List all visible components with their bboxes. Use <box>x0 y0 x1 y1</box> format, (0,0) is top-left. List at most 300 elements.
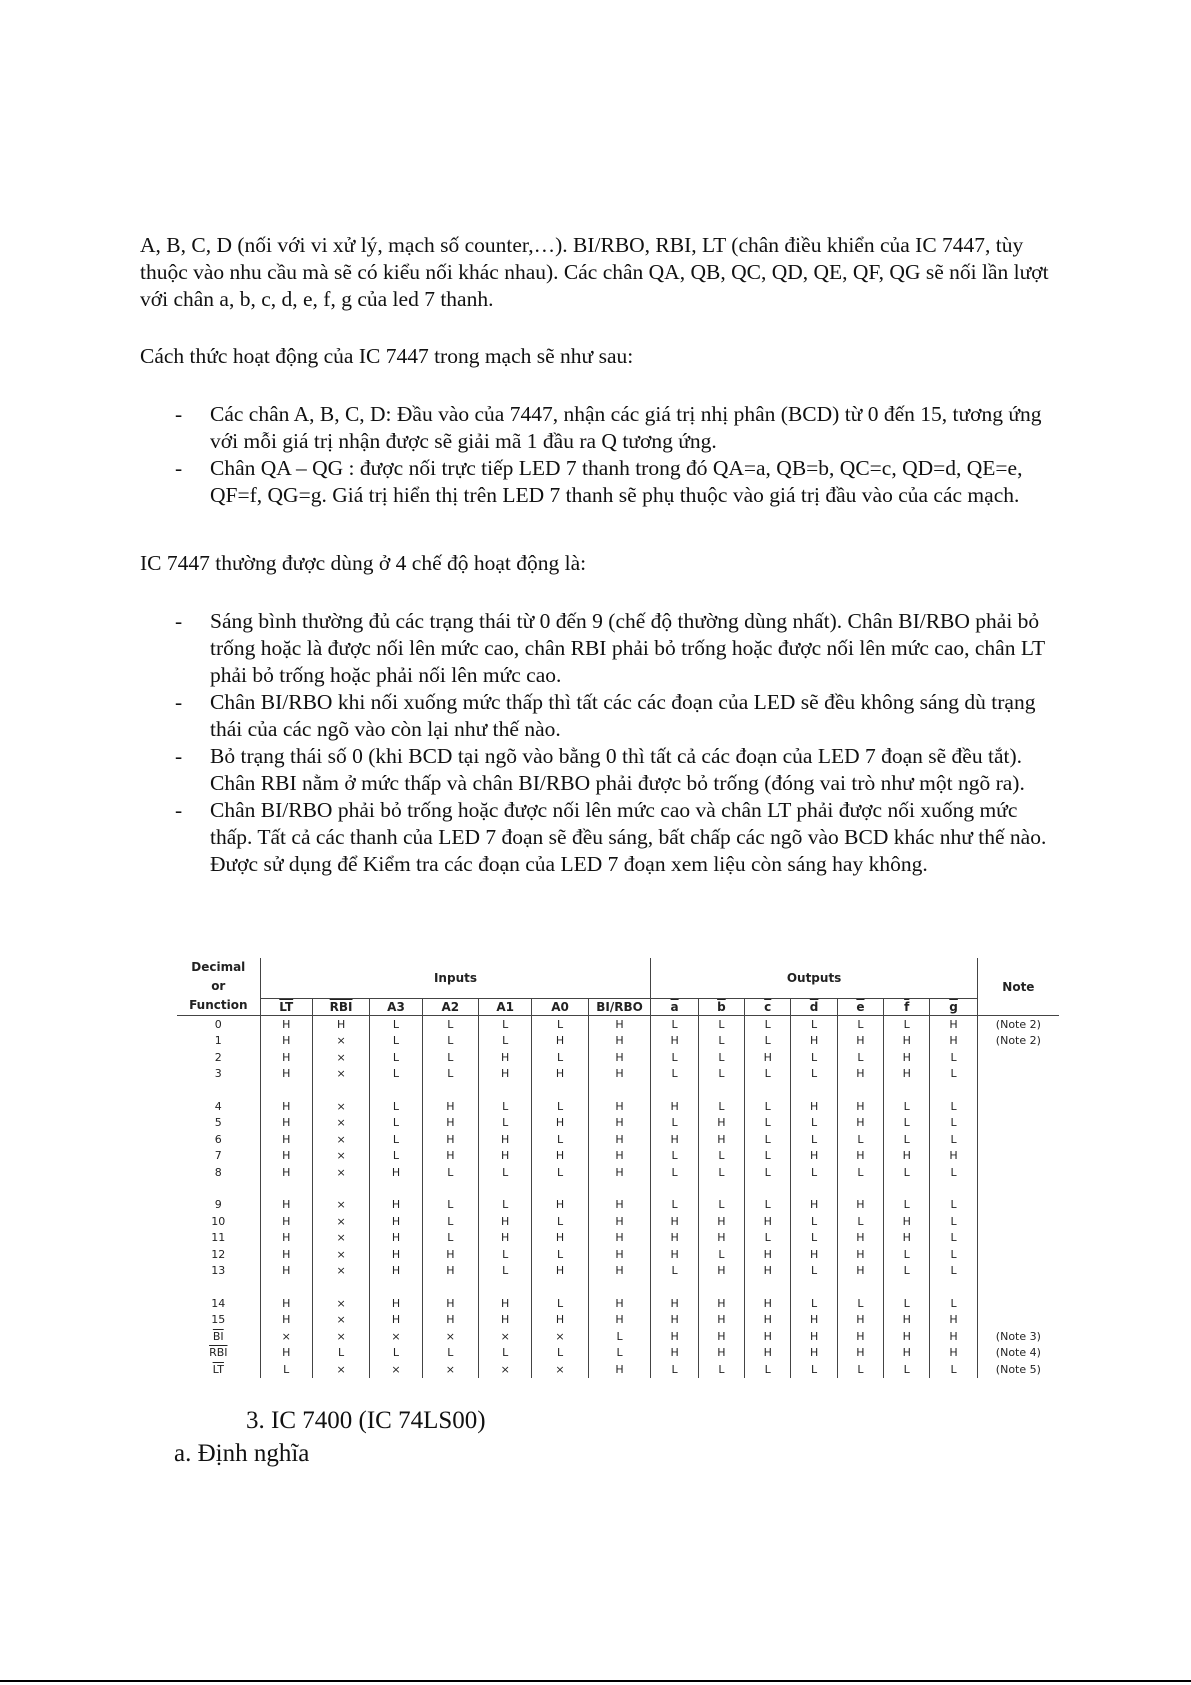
table-row <box>177 1131 1059 1148</box>
output-cell: H <box>930 1033 977 1050</box>
output-cell: L <box>837 1131 883 1148</box>
output-cell: L <box>745 1164 791 1181</box>
input-cell: H <box>532 1230 588 1247</box>
page-bottom-rule <box>0 1680 1191 1682</box>
output-cell: L <box>745 1361 791 1378</box>
output-cell: H <box>698 1263 744 1280</box>
input-cell: H <box>260 1230 312 1247</box>
note-cell <box>977 1197 1059 1214</box>
output-cell: L <box>884 1098 930 1115</box>
table-row <box>177 1197 1059 1214</box>
input-cell: L <box>588 1328 651 1345</box>
output-cell: H <box>651 1131 698 1148</box>
input-cell: H <box>370 1312 422 1329</box>
note-cell: (Note 2) <box>995 1017 1041 1031</box>
input-cell: H <box>588 1148 651 1165</box>
input-cell: L <box>422 1345 478 1362</box>
output-cell: H <box>698 1312 744 1329</box>
modes-heading: IC 7447 thường được dùng ở 4 chế độ hoạt động là: <box>140 551 587 575</box>
output-cell: H <box>791 1098 837 1115</box>
output-cell: L <box>930 1115 977 1132</box>
input-cell: × <box>312 1049 369 1066</box>
input-cell: × <box>312 1230 369 1247</box>
output-cell: L <box>884 1016 930 1033</box>
input-cell: L <box>479 1246 532 1263</box>
output-cell: L <box>651 1148 698 1165</box>
table-row <box>177 1098 1059 1115</box>
input-cell: × <box>370 1361 422 1378</box>
input-cell: H <box>479 1049 532 1066</box>
input-cell: × <box>312 1115 369 1132</box>
input-cell: L <box>532 1246 588 1263</box>
output-cell: L <box>791 1164 837 1181</box>
modes-list <box>175 608 1060 878</box>
input-cell: L <box>370 1345 422 1362</box>
input-cell: H <box>588 1263 651 1280</box>
output-cell: L <box>791 1066 837 1083</box>
intro-paragraph: A, B, C, D (nối với vi xử lý, mạch số counter,…). BI/RBO, RBI, LT (chân điều khiển của IC 7447, tùy thuộc vào nhu cầu mà sẽ có kiểu nối khác nhau). Các chân QA, QB, QC, QD, QE, QF, QG sẽ nối lần lượt với chân a, b, c, d, e, f, g của led 7 thanh. <box>140 233 1049 311</box>
output-cell: L <box>884 1131 930 1148</box>
input-cell: L <box>532 1164 588 1181</box>
input-cell: H <box>588 1197 651 1214</box>
truth-table-body <box>177 1016 1059 1378</box>
output-cell: L <box>791 1230 837 1247</box>
output-cell: H <box>884 1312 930 1329</box>
input-cell: H <box>588 1213 651 1230</box>
input-cell: × <box>312 1131 369 1148</box>
row-label: $\overline{BI}$ <box>177 1328 260 1345</box>
input-cell: H <box>422 1263 478 1280</box>
output-cell: H <box>791 1197 837 1214</box>
output-cell: H <box>837 1328 883 1345</box>
output-cell: H <box>698 1345 744 1362</box>
output-cell: H <box>884 1230 930 1247</box>
input-cell: L <box>422 1164 478 1181</box>
bullet-dash: - <box>175 609 183 633</box>
output-col-header: $\overline{d}$ <box>791 998 837 1016</box>
input-cell: H <box>370 1295 422 1312</box>
truth-table <box>177 958 1059 1378</box>
input-cell: L <box>422 1066 478 1083</box>
output-cell: H <box>745 1328 791 1345</box>
output-cell: L <box>745 1131 791 1148</box>
note-cell <box>977 1131 1059 1148</box>
output-cell: H <box>651 1098 698 1115</box>
output-cell: L <box>930 1164 977 1181</box>
note-cell: (Note 4) <box>995 1346 1041 1360</box>
decimal-header: Decimal or Function <box>177 958 260 1016</box>
table-row <box>177 1312 1059 1329</box>
input-cell: H <box>260 1148 312 1165</box>
list-item <box>175 743 1060 797</box>
table-row <box>177 1049 1059 1066</box>
note-cell <box>977 1295 1059 1312</box>
input-cell: H <box>479 1230 532 1247</box>
note-cell <box>977 1213 1059 1230</box>
output-cell: H <box>837 1230 883 1247</box>
output-cell: L <box>791 1131 837 1148</box>
output-cell: H <box>745 1345 791 1362</box>
note-cell: (Note 2) <box>995 1034 1041 1048</box>
output-cell: L <box>745 1098 791 1115</box>
input-cell: L <box>479 1115 532 1132</box>
output-cell: L <box>930 1246 977 1263</box>
output-cell: H <box>930 1312 977 1329</box>
input-cell: × <box>260 1328 312 1345</box>
output-col-header: $\overline{e}$ <box>837 998 883 1016</box>
output-cell: L <box>791 1016 837 1033</box>
input-col-header: A0 <box>532 998 588 1016</box>
output-cell: L <box>791 1295 837 1312</box>
table-row <box>177 1230 1059 1247</box>
input-cell: × <box>532 1328 588 1345</box>
output-cell: H <box>745 1049 791 1066</box>
input-cell: H <box>370 1230 422 1247</box>
output-cell: L <box>791 1115 837 1132</box>
input-cell: L <box>260 1361 312 1378</box>
output-cell: H <box>930 1345 977 1362</box>
input-col-header: A3 <box>370 998 422 1016</box>
input-cell: L <box>370 1016 422 1033</box>
input-cell: L <box>532 1098 588 1115</box>
input-cell: × <box>312 1263 369 1280</box>
output-cell: L <box>930 1049 977 1066</box>
list-item <box>175 455 1060 509</box>
row-label: 3 <box>177 1066 260 1083</box>
output-cell: L <box>837 1213 883 1230</box>
table-row <box>177 1361 1059 1378</box>
group-spacer <box>177 1279 1059 1295</box>
output-cell: L <box>930 1361 977 1378</box>
output-cell: H <box>837 1197 883 1214</box>
input-cell: L <box>422 1230 478 1247</box>
input-cell: L <box>370 1049 422 1066</box>
input-cell: L <box>422 1016 478 1033</box>
table-row <box>177 1148 1059 1165</box>
output-cell: L <box>698 1148 744 1165</box>
input-cell: × <box>312 1328 369 1345</box>
output-cell: L <box>698 1164 744 1181</box>
input-cell: H <box>588 1312 651 1329</box>
output-cell: L <box>884 1115 930 1132</box>
input-cell: H <box>422 1115 478 1132</box>
output-cell: L <box>698 1016 744 1033</box>
input-col-header: $\overline{LT}$ <box>260 998 312 1016</box>
output-cell: L <box>698 1246 744 1263</box>
row-label: $\overline{LT}$ <box>177 1361 260 1378</box>
output-cell: L <box>745 1197 791 1214</box>
row-label: 0 <box>177 1016 260 1033</box>
row-label: 12 <box>177 1246 260 1263</box>
output-cell: H <box>884 1066 930 1083</box>
output-cell: L <box>745 1230 791 1247</box>
row-label: 13 <box>177 1263 260 1280</box>
output-cell: L <box>791 1213 837 1230</box>
input-cell: H <box>479 1213 532 1230</box>
list-item <box>175 797 1060 878</box>
note-cell <box>977 1115 1059 1132</box>
inputs-header: Inputs <box>260 958 651 998</box>
input-cell: H <box>479 1148 532 1165</box>
output-cell: L <box>930 1131 977 1148</box>
input-cell: L <box>479 1016 532 1033</box>
output-cell: L <box>884 1246 930 1263</box>
input-cell: H <box>422 1246 478 1263</box>
note-cell <box>977 1263 1059 1280</box>
input-cell: × <box>479 1328 532 1345</box>
row-label: 4 <box>177 1098 260 1115</box>
output-cell: H <box>884 1328 930 1345</box>
input-cell: H <box>479 1131 532 1148</box>
table-row <box>177 1246 1059 1263</box>
output-cell: H <box>930 1016 977 1033</box>
input-cell: L <box>532 1016 588 1033</box>
input-cell: L <box>422 1033 478 1050</box>
input-cell: H <box>532 1115 588 1132</box>
input-cell: L <box>479 1033 532 1050</box>
bullet-dash: - <box>175 456 183 480</box>
row-label: 15 <box>177 1312 260 1329</box>
input-cell: H <box>260 1016 312 1033</box>
output-cell: H <box>791 1033 837 1050</box>
input-cell: H <box>260 1246 312 1263</box>
output-cell: L <box>745 1148 791 1165</box>
output-cell: H <box>884 1049 930 1066</box>
output-cell: L <box>651 1115 698 1132</box>
operation-heading: Cách thức hoạt động của IC 7447 trong mạch sẽ như sau: <box>140 344 634 368</box>
output-cell: L <box>930 1230 977 1247</box>
table-row <box>177 1328 1059 1345</box>
output-cell: H <box>651 1213 698 1230</box>
row-label: 2 <box>177 1049 260 1066</box>
input-cell: L <box>370 1148 422 1165</box>
row-label: 8 <box>177 1164 260 1181</box>
input-cell: × <box>312 1033 369 1050</box>
group-spacer <box>177 1181 1059 1197</box>
note-cell <box>977 1066 1059 1083</box>
output-cell: L <box>837 1049 883 1066</box>
group-spacer <box>177 1082 1059 1098</box>
input-cell: H <box>260 1345 312 1362</box>
input-cell: × <box>312 1148 369 1165</box>
output-cell: H <box>651 1345 698 1362</box>
output-cell: H <box>698 1230 744 1247</box>
output-cell: H <box>837 1033 883 1050</box>
row-label: 6 <box>177 1131 260 1148</box>
input-cell: H <box>370 1197 422 1214</box>
row-label: 11 <box>177 1230 260 1247</box>
output-cell: H <box>837 1115 883 1132</box>
output-cell: L <box>651 1066 698 1083</box>
input-cell: × <box>312 1295 369 1312</box>
input-col-header: A2 <box>422 998 478 1016</box>
table-row <box>177 1066 1059 1083</box>
input-cell: × <box>312 1098 369 1115</box>
output-cell: L <box>930 1263 977 1280</box>
section-heading: 3. IC 7400 (IC 74LS00) <box>246 1407 486 1434</box>
list-item-text: Chân BI/RBO phải bỏ trống hoặc được nối lên mức cao và chân LT phải được nối xuống mức thấp. Tất cả các thanh của LED 7 đoạn sẽ đều sáng, bất chấp các ngõ vào BCD khác như thế nào. Được sử dụng để Kiểm tra các đoạn của LED 7 đoạn xem liệu còn sáng hay không. <box>210 798 1047 876</box>
output-cell: L <box>930 1213 977 1230</box>
output-cell: L <box>837 1295 883 1312</box>
output-cell: L <box>884 1164 930 1181</box>
output-cell: H <box>884 1213 930 1230</box>
output-cell: L <box>745 1115 791 1132</box>
input-cell: H <box>260 1197 312 1214</box>
input-cell: × <box>312 1246 369 1263</box>
input-cell: L <box>532 1295 588 1312</box>
table-row <box>177 1115 1059 1132</box>
output-cell: L <box>930 1066 977 1083</box>
input-cell: H <box>588 1131 651 1148</box>
input-cell: H <box>588 1016 651 1033</box>
output-cell: L <box>745 1033 791 1050</box>
output-cell: L <box>651 1049 698 1066</box>
operation-list <box>175 401 1060 509</box>
input-cell: L <box>422 1213 478 1230</box>
input-cell: H <box>260 1049 312 1066</box>
input-cell: H <box>588 1066 651 1083</box>
table-row <box>177 1016 1059 1033</box>
output-cell: L <box>698 1197 744 1214</box>
note-cell <box>977 1098 1059 1115</box>
input-cell: H <box>260 1033 312 1050</box>
output-cell: L <box>745 1016 791 1033</box>
output-cell: L <box>837 1361 883 1378</box>
list-item-text: Chân QA – QG : được nối trực tiếp LED 7 thanh trong đó QA=a, QB=b, QC=c, QD=d, QE=e, QF=f, QG=g. Giá trị hiển thị trên LED 7 thanh sẽ phụ thuộc vào giá trị đầu vào của các mạch. <box>210 456 1023 507</box>
note-cell <box>977 1164 1059 1181</box>
output-col-header: $\overline{f}$ <box>884 998 930 1016</box>
output-cell: H <box>698 1115 744 1132</box>
output-cell: H <box>651 1328 698 1345</box>
input-cell: H <box>422 1295 478 1312</box>
input-cell: H <box>479 1066 532 1083</box>
output-col-header: $\overline{a}$ <box>651 998 698 1016</box>
input-cell: L <box>588 1345 651 1362</box>
input-cell: × <box>312 1213 369 1230</box>
output-cell: L <box>651 1263 698 1280</box>
bullet-dash: - <box>175 744 183 768</box>
output-cell: H <box>837 1312 883 1329</box>
input-cell: L <box>532 1049 588 1066</box>
list-item-text: Bỏ trạng thái số 0 (khi BCD tại ngõ vào bằng 0 thì tất cả các đoạn của LED 7 đoạn sẽ đều tắt). Chân RBI nằm ở mức thấp và chân BI/RBO phải được bỏ trống (đóng vai trò như một ngõ ra). <box>210 744 1025 795</box>
input-cell: L <box>532 1131 588 1148</box>
row-label: $\overline{RBI}$ <box>177 1345 260 1362</box>
output-cell: H <box>651 1246 698 1263</box>
note-cell <box>977 1246 1059 1263</box>
input-cell: × <box>532 1361 588 1378</box>
output-cell: H <box>791 1246 837 1263</box>
outputs-header: Outputs <box>651 958 977 998</box>
table-row <box>177 1263 1059 1280</box>
input-cell: H <box>588 1098 651 1115</box>
input-col-header: BI/RBO <box>588 998 651 1016</box>
table-row <box>177 1345 1059 1362</box>
bullet-dash: - <box>175 690 183 714</box>
output-cell: H <box>930 1328 977 1345</box>
output-cell: L <box>651 1197 698 1214</box>
input-cell: × <box>312 1066 369 1083</box>
output-cell: H <box>651 1312 698 1329</box>
input-cell: H <box>532 1263 588 1280</box>
list-item <box>175 401 1060 455</box>
input-cell: H <box>422 1131 478 1148</box>
output-col-header: $\overline{g}$ <box>930 998 977 1016</box>
output-cell: L <box>651 1164 698 1181</box>
input-cell: H <box>260 1098 312 1115</box>
input-cell: × <box>312 1164 369 1181</box>
input-cell: H <box>532 1066 588 1083</box>
input-cell: H <box>588 1033 651 1050</box>
subsection-heading: a. Định nghĩa <box>174 1440 310 1467</box>
output-cell: H <box>698 1295 744 1312</box>
output-cell: L <box>930 1197 977 1214</box>
input-cell: H <box>260 1131 312 1148</box>
list-item <box>175 608 1060 689</box>
output-cell: L <box>837 1016 883 1033</box>
output-cell: L <box>698 1066 744 1083</box>
row-label: 9 <box>177 1197 260 1214</box>
output-cell: L <box>791 1049 837 1066</box>
row-label: 1 <box>177 1033 260 1050</box>
input-cell: H <box>260 1115 312 1132</box>
output-cell: L <box>837 1164 883 1181</box>
input-cell: L <box>370 1098 422 1115</box>
input-cell: H <box>260 1164 312 1181</box>
output-cell: H <box>651 1033 698 1050</box>
output-cell: H <box>930 1148 977 1165</box>
output-cell: H <box>745 1246 791 1263</box>
output-cell: H <box>884 1345 930 1362</box>
input-cell: H <box>260 1295 312 1312</box>
input-cell: L <box>370 1131 422 1148</box>
row-label: 14 <box>177 1295 260 1312</box>
input-cell: H <box>588 1164 651 1181</box>
note-cell: (Note 5) <box>995 1362 1041 1376</box>
input-cell: H <box>422 1312 478 1329</box>
input-cell: H <box>588 1230 651 1247</box>
input-cell: H <box>422 1148 478 1165</box>
output-cell: L <box>884 1361 930 1378</box>
output-cell: L <box>930 1098 977 1115</box>
input-cell: L <box>479 1098 532 1115</box>
output-cell: H <box>745 1312 791 1329</box>
input-cell: H <box>588 1361 651 1378</box>
output-cell: H <box>651 1295 698 1312</box>
input-cell: L <box>422 1049 478 1066</box>
output-cell: L <box>698 1049 744 1066</box>
note-cell <box>977 1230 1059 1247</box>
output-cell: H <box>698 1131 744 1148</box>
output-cell: H <box>791 1345 837 1362</box>
input-cell: H <box>260 1213 312 1230</box>
row-label: 10 <box>177 1213 260 1230</box>
input-cell: H <box>532 1197 588 1214</box>
input-cell: × <box>479 1361 532 1378</box>
output-cell: H <box>837 1098 883 1115</box>
input-cell: L <box>312 1345 369 1362</box>
output-cell: H <box>651 1230 698 1247</box>
table-row <box>177 1213 1059 1230</box>
output-cell: L <box>884 1197 930 1214</box>
note-header: Note <box>1002 979 1035 994</box>
input-col-header: A1 <box>479 998 532 1016</box>
output-cell: H <box>791 1148 837 1165</box>
note-cell: (Note 3) <box>995 1329 1041 1343</box>
bullet-dash: - <box>175 402 183 426</box>
output-cell: H <box>837 1148 883 1165</box>
output-cell: L <box>884 1295 930 1312</box>
row-label: 7 <box>177 1148 260 1165</box>
